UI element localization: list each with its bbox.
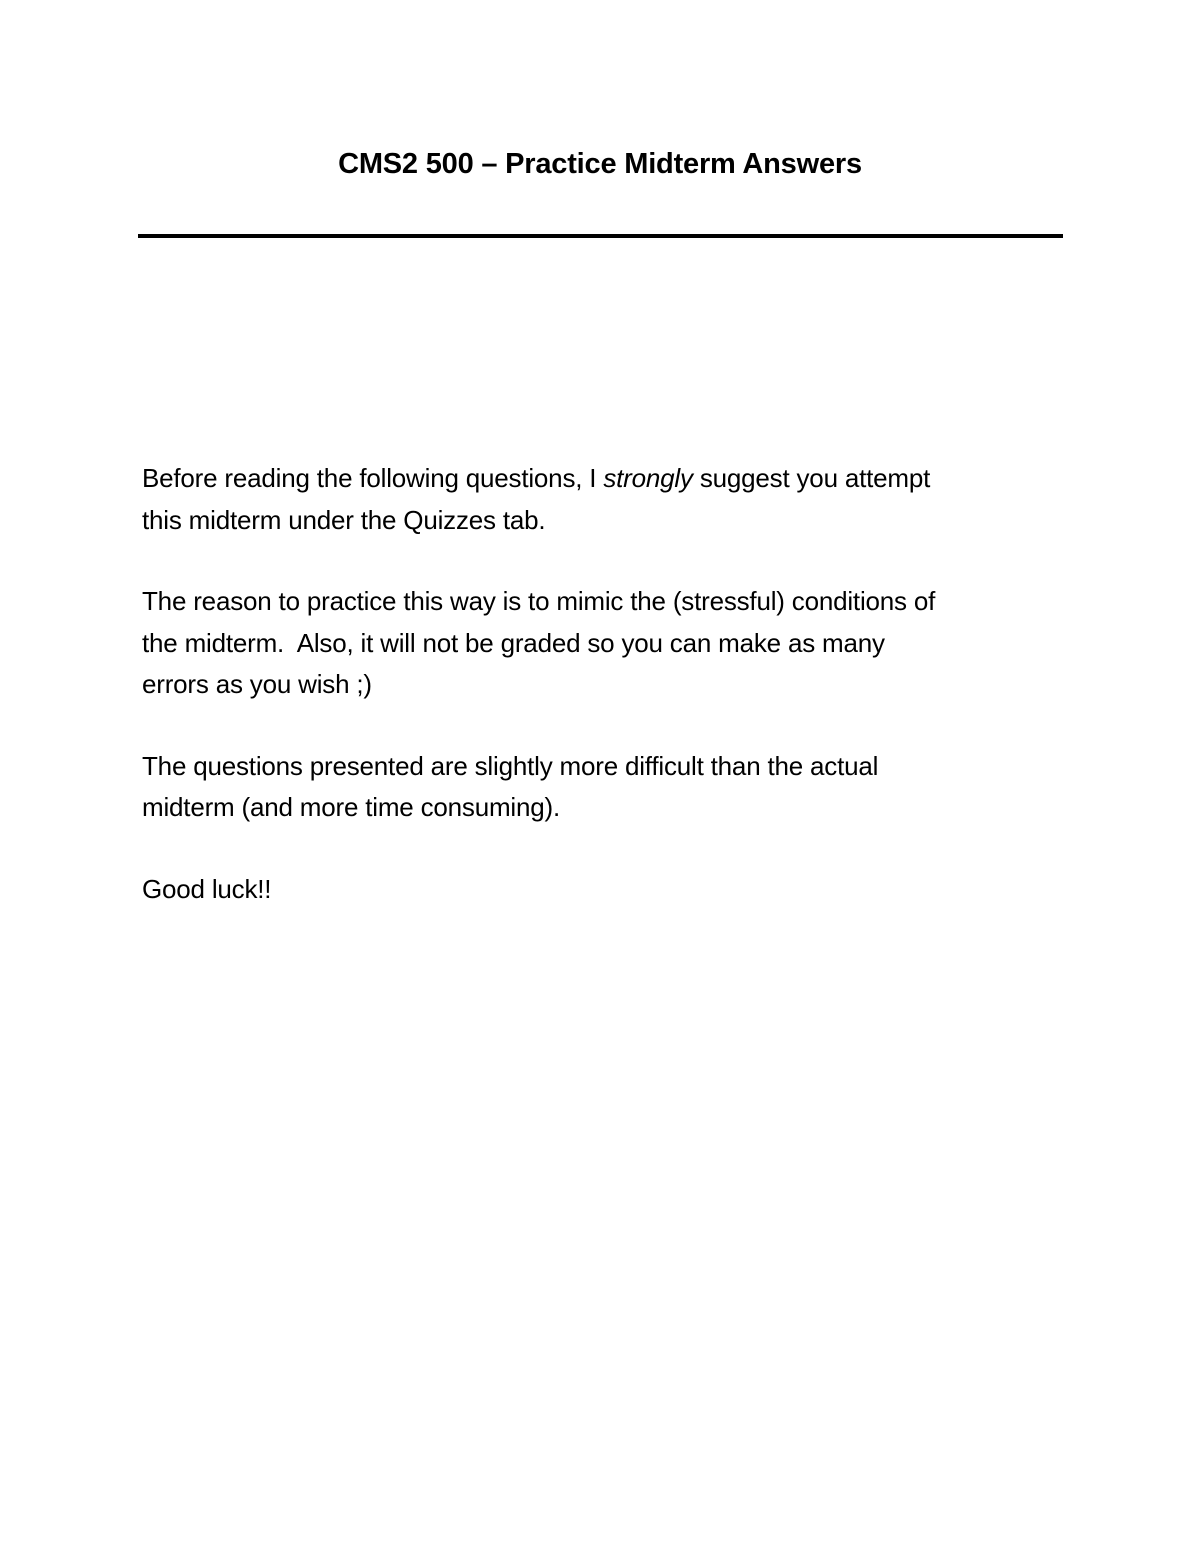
emphasized-text: strongly (603, 463, 693, 493)
title-divider (138, 234, 1063, 238)
document-title: CMS2 500 – Practice Midterm Answers (338, 148, 862, 180)
text-segment: Before reading the following questions, I (142, 463, 604, 493)
paragraph-line: The reason to practice this way is to mimic the (stressful) conditions of (142, 586, 936, 616)
paragraph-line: the midterm. Also, it will not be graded so you can make as many (142, 627, 885, 658)
paragraph-reason (142, 581, 1102, 706)
paragraph-line: errors as you wish ;) (142, 669, 372, 699)
document-body (142, 458, 1102, 950)
paragraph-line: this midterm under the Quizzes tab. (142, 504, 546, 535)
paragraph-line: Good luck!! (142, 873, 272, 904)
paragraph-closing (142, 869, 1102, 911)
paragraph-line: The questions presented are slightly more difficult than the actual (142, 750, 879, 781)
paragraph-difficulty (142, 746, 1102, 829)
paragraph-line (142, 458, 1102, 500)
paragraph-line: midterm (and more time consuming). (142, 792, 560, 822)
text-segment: suggest you attempt (692, 463, 931, 493)
paragraph-intro (142, 458, 1102, 541)
